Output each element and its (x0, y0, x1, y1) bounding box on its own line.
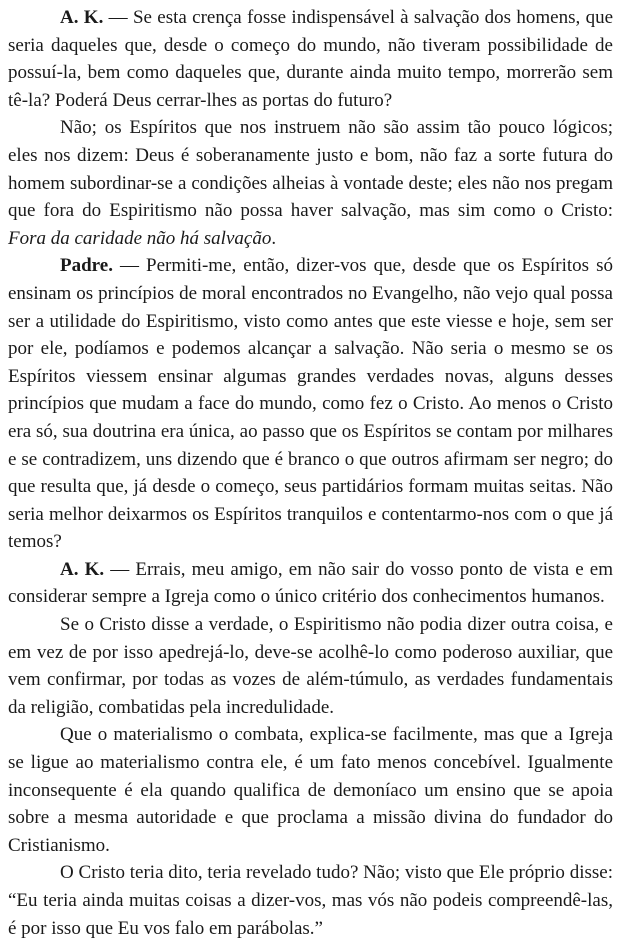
paragraph-2 (8, 114, 613, 252)
italic-quote: Fora da caridade não há salvação (8, 227, 272, 249)
paragraph-text: Que o materialismo o combata, explica-se facilmente, mas que a Igreja se ligue ao materialismo contra ele, é um fato menos concebível. Igualmente inconsequente é ela quando qualifica de demoníaco um ensino que se apoia sobre a mesma autoridade e que proclama a missão divina do fundador do Cristianismo. (8, 724, 613, 856)
paragraph-text: O Cristo teria dito, teria revelado tudo? Não; visto que Ele próprio disse: “Eu teria ainda muitas coisas a dizer-vos, mas vós não podeis compreendê-las, é por isso que Eu vos falo em parábolas.” (8, 862, 613, 939)
paragraph-text: — Errais, meu amigo, em não sair do vosso ponto de vista e em considerar sempre a Igreja como o único critério dos conhecimentos humanos. (8, 558, 613, 608)
paragraph-6 (8, 721, 613, 859)
document-page (8, 4, 613, 942)
paragraph-1 (8, 4, 613, 114)
paragraph-7 (8, 859, 613, 942)
speaker-label: Padre. (60, 255, 113, 277)
paragraph-4 (8, 556, 613, 611)
paragraph-text: — Permiti-me, então, dizer-vos que, desde que os Espíritos só ensinam os princípios de moral encontrados no Evangelho, não vejo qual possa ser a utilidade do Espiritismo, visto como antes que este viesse e hoje, sem ser por ele, podíamos e podemos alcançar a salvação. Não seria o mesmo se os Espíritos viessem ensinar algumas grandes verdades novas, alguns desses princípios que mudam a face do mundo, como fez o Cristo. Ao menos o Cristo era só, sua doutrina era única, ao passo que os Espíritos se contam por milhares e se contradizem, uns dizendo que é branco o que outros afirmam ser negro; do que resulta que, já desde o começo, seus partidários formam muitas seitas. Não seria melhor deixarmos os Espíritos tranquilos e contentarmo-nos com o que já temos? (8, 255, 613, 553)
speaker-label: A. K. (60, 558, 105, 580)
paragraph-3 (8, 252, 613, 556)
paragraph-text: Se o Cristo disse a verdade, o Espiritismo não podia dizer outra coisa, e em vez de por isso apedrejá-lo, deve-se acolhê-lo como poderoso auxiliar, que vem confirmar, por todas as vozes de além-túmulo, as verdades fundamentais da religião, combatidas pela incredulidade. (8, 614, 613, 718)
paragraph-tail: . (271, 227, 277, 249)
paragraph-5 (8, 611, 613, 721)
paragraph-text: — Se esta crença fosse indispensável à salvação dos homens, que seria daqueles que, desde o começo do mundo, não tiveram possibilidade de possuí-la, bem como daqueles que, durante ainda muito tempo, morrerão sem tê-la? Poderá Deus cerrar-lhes as portas do futuro? (8, 7, 614, 111)
paragraph-text: Não; os Espíritos que nos instruem não são assim tão pouco lógicos; eles nos dizem: Deus é soberanamente justo e bom, não faz a sorte futura do homem subordinar-se a condições alheias à vontade deste; eles não nos pregam que fora do Espiritismo não possa haver salvação, mas sim como o Cristo: (8, 117, 613, 222)
speaker-label: A. K. (60, 7, 104, 28)
